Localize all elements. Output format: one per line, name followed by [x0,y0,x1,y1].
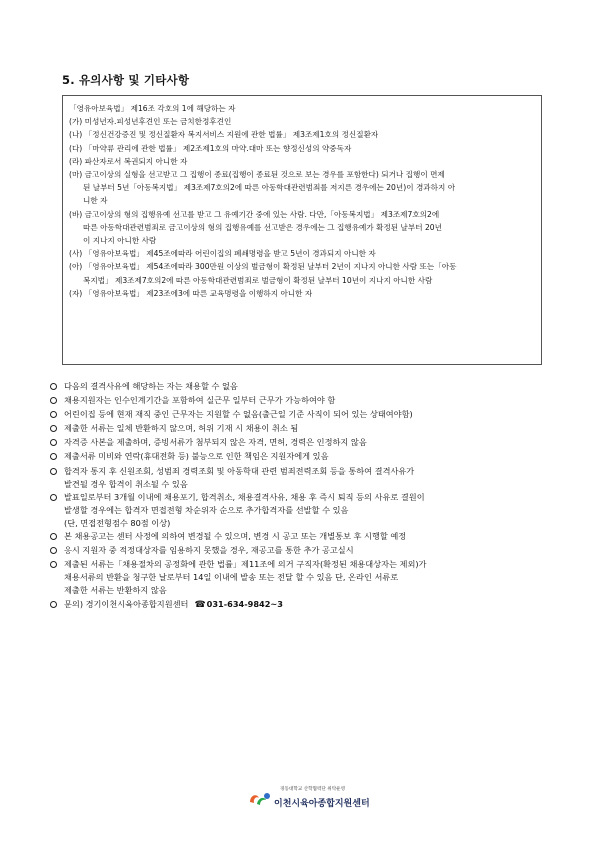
circle-bullet-icon [50,394,64,408]
note-line: 자격증 사본을 제출하며, 증빙서류가 첨부되지 않은 자격, 면허, 경력은 인정하지 않음 [64,437,367,448]
footer-center-name: 이천시육아종합지원센터 [274,799,370,809]
notes-list [50,380,560,612]
disqualification-item: 이 지나지 아니한 사람 [83,236,157,246]
circle-bullet-icon [50,380,64,394]
note-line: 본 채용공고는 센터 사정에 의하여 변경될 수 있으며, 변경 시 공고 또는 개별통보 후 시행할 예정 [64,531,407,542]
note-line: 발생할 경우에는 합격자 면접전형 차순위자 순으로 추가합격자를 선발할 수 있음 [64,504,349,515]
circle-bullet-icon [50,530,64,544]
circle-bullet-icon [50,450,64,464]
disqualification-item: 니한 자 [83,196,108,206]
disqualification-item: (라) 파산자로서 복권되지 아니한 자 [69,156,188,166]
box-header: 「영유아보육법」 제16조 각호의 1에 해당하는 자 [69,104,236,113]
note-item [50,380,560,394]
disqualification-box [62,95,542,365]
note-item [50,450,560,464]
note-item [50,530,560,544]
note-line: 합격자 통지 후 신원조회, 성범죄 경력조회 및 아동학대 관련 범죄전력조회 등을 통하여 결격사유가 [64,465,415,476]
disqualification-item: (자) 「영유아보육법」 제23조에3에 따른 교육명령을 이행하지 아니한 자 [69,288,313,298]
note-line: 응시 지원자 중 적정대상자를 임용하지 못했을 경우, 재공고를 통한 추가 공고실시 [64,545,354,556]
footer-tagline: 경동대학교 산학협력단 위탁운영 [280,787,346,792]
circle-bullet-icon [50,491,64,530]
circle-bullet-icon [50,465,64,491]
note-line: 채용서류의 반환을 청구한 날로부터 14일 이내에 발송 또는 전달 할 수 있음 단, 온라인 서류로 [64,572,399,583]
note-item [50,491,560,530]
note-item [50,558,560,597]
note-line: 제출한 서류는 반환하지 않음 [64,585,167,596]
disqualification-item: (다) 「마약류 관리에 관한 법률」 제2조제1호의 마약.대마 또는 향정신성의 약중독자 [69,143,352,153]
note-line: 어린이집 등에 현재 재직 중인 근무자는 지원할 수 없음(출근일 기준 사직이 되어 있는 상태여야함) [64,409,413,420]
disqualification-item: (마) 금고이상의 실형을 선고받고 그 집행이 종료(집행이 종료된 것으로 보는 경우를 포함한다) 되거나 집행이 면제 [69,170,445,180]
note-line: 제출서류 미비와 연락(휴대전화 등) 불능으로 인한 책임은 지원자에게 있음 [64,451,329,462]
disqualification-item: (바) 금고이상의 형의 집행유예 선고를 받고 그 유예기간 중에 있는 사람. 다만,「아동복지법」 제3조제7호의2에 [69,209,440,219]
footer-logo [248,786,388,812]
contact-prefix: 문의) 경기이천시육아종합지원센터 [64,598,189,609]
circle-bullet-icon [50,436,64,450]
note-line: 다음의 결격사유에 해당하는 자는 채용할 수 없음 [64,381,238,391]
circle-bullet-icon [50,408,64,422]
disqualification-item: (사) 「영유아보육법」 제45조에따라 어린이집의 폐쇄명령을 받고 5년이 경과되지 아니한 자 [69,249,376,259]
note-item [50,408,560,422]
circle-bullet-icon [50,598,64,612]
note-item [50,436,560,450]
disqualification-item: 복지법」 제3조제7호의2에 따른 아동학대관련범죄로 벌금형이 확정된 날부터 10년이 지나지 아니한 사람 [83,275,433,285]
disqualification-item: (나) 「정신건강증진 및 정신질환자 복지서비스 지원에 관한 법률」 제3조제1호의 정신질환자 [69,130,379,140]
circle-bullet-icon [50,558,64,597]
note-item [50,394,560,408]
contact-note [50,598,560,612]
note-line: 제출된 서류는「채용절차의 공정화에 관한 법률」제11조에 의거 구직자(확정된 채용대상자는 제외)가 [64,559,427,570]
note-line: 제출한 서류는 일체 반환하지 않으며, 허위 기재 시 채용이 취소 됨 [64,423,299,434]
section-title: 5. 유의사항 및 기타사항 [62,73,190,87]
note-line: 채용지원자는 인수인계기간을 포함하여 실근무 일부터 근무가 가능하여야 함 [64,395,336,406]
circle-bullet-icon [50,544,64,558]
note-item [50,465,560,491]
note-item [50,422,560,436]
disqualification-item: (아) 「영유아보육법」 제54조에따라 300만원 이상의 벌금형이 확정된 날부터 2년이 지나지 아니한 사람 또는「아동 [69,262,457,272]
note-line: 발표일로부터 3개월 이내에 채용포기, 합격취소, 채용결격사유, 채용 후 즉시 퇴직 등의 사유로 결원이 [64,491,425,502]
note-line: (단, 면접전형점수 80점 이상) [64,517,171,528]
note-line: 발견될 경우 합격이 취소될 수 있음 [64,478,188,489]
circle-bullet-icon [50,422,64,436]
contact-phone: 031-634-9842~3 [206,598,283,609]
center-logo-icon [248,790,272,808]
phone-icon: ☎ [194,599,206,610]
disqualification-item: (가) 미성년자.피성년후견인 또는 금치한정후견인 [69,117,232,127]
disqualification-item: 따른 아동학대관련범죄로 금고이상의 형의 집행유예를 선고받은 경우에는 그 집행유예가 확정된 날부터 20년 [83,222,442,232]
note-item [50,544,560,558]
disqualification-item: 된 날부터 5년「아동복지법」 제3조제7호의2에 따른 아동학대관련범죄를 저지른 경우에는 20년)이 경과하지 아 [83,183,456,193]
disqualification-list [69,115,537,300]
